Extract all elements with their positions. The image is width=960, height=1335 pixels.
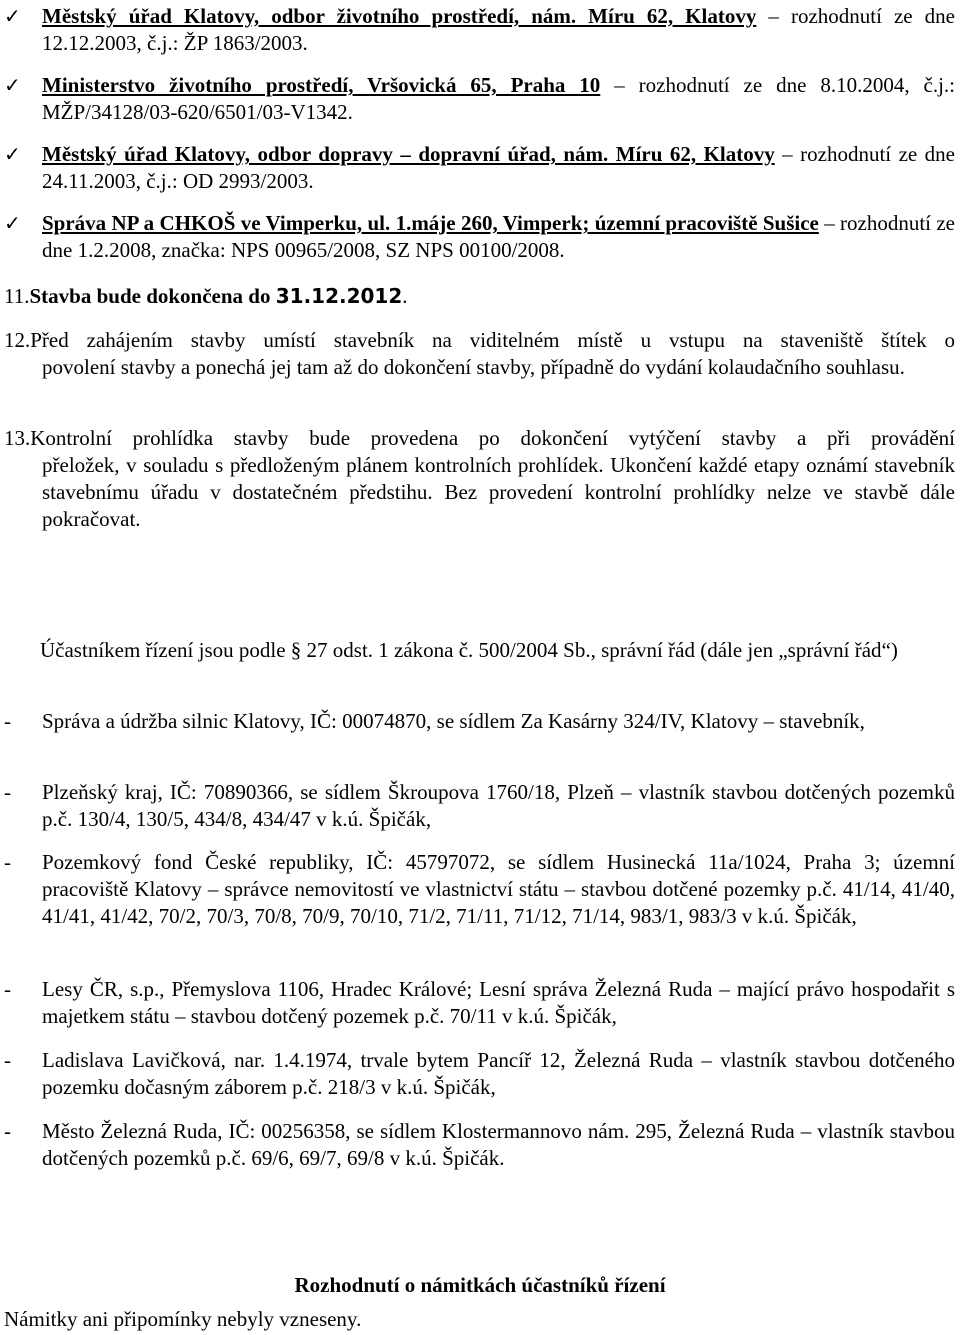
dash-marker: - [4, 780, 11, 804]
condition-number: 11. [4, 284, 30, 308]
condition-text-first: Před zahájením stavby umístí stavebník na viditelném místě u vstupu na staveniště štítek o [30, 328, 955, 352]
party-6 [4, 1118, 955, 1172]
party-2 [4, 779, 955, 833]
dash-marker: - [4, 1048, 11, 1072]
checkmark-icon: ✓ [4, 142, 21, 166]
checkmark-icon: ✓ [4, 4, 21, 28]
authority-name: Městský úřad Klatovy, odbor dopravy – dopravní úřad, nám. Míru 62, Klatovy [42, 142, 775, 166]
dash-marker: - [4, 1119, 11, 1143]
party-text: Ladislava Lavičková, nar. 1.4.1974, trvale bytem Pancíř 12, Železná Ruda – vlastník stavbou dotčeného pozemku dočasným záborem p.č. 218/3 v k.ú. Špičák, [42, 1048, 955, 1099]
checkmark-icon: ✓ [4, 73, 21, 97]
party-5 [4, 1047, 955, 1101]
authority-item-1 [4, 3, 955, 57]
authority-item-3 [4, 141, 955, 195]
party-text: Lesy ČR, s.p., Přemyslova 1106, Hradec Králové; Lesní správa Železná Ruda – mající právo hospodařit s majetkem státu – stavbou dotčený pozemek p.č. 70/11 v k.ú. Špičák, [42, 977, 955, 1028]
condition-text: Stavba bude dokončena do [29, 284, 276, 308]
party-4 [4, 976, 955, 1030]
checkmark-icon: ✓ [4, 211, 21, 235]
condition-13 [4, 425, 955, 533]
condition-number: 12. [4, 328, 31, 352]
party-text: Správa a údržba silnic Klatovy, IČ: 00074870, se sídlem Za Kasárny 324/IV, Klatovy – stavebník, [42, 709, 865, 733]
authority-item-2 [4, 72, 955, 126]
authority-decision: – rozhodnutí ze dne 24.11.2003, č.j.: OD 2993/2003. [42, 142, 955, 193]
condition-end: . [402, 284, 408, 308]
condition-number: 13. [4, 426, 31, 450]
authority-decision: – rozhodnutí ze dne 12.12.2003, č.j.: ŽP 1863/2003. [42, 4, 955, 55]
no-objections-text: Námitky ani připomínky nebyly vzneseny. [4, 1307, 362, 1331]
party-text: Plzeňský kraj, IČ: 70890366, se sídlem Škroupova 1760/18, Plzeň – vlastník stavbou dotčených pozemků p.č. 130/4, 130/5, 434/8, 434/47 v k.ú. Špičák, [42, 780, 955, 831]
dash-marker: - [4, 709, 11, 733]
authority-name: Ministerstvo životního prostředí, Vršovická 65, Praha 10 [42, 73, 601, 97]
condition-text-cont: povolení stavby a ponechá jej tam až do dokončení stavby, případně do vydání kolaudačního souhlasu. [42, 355, 905, 379]
condition-text-cont: přeložek, v souladu s předloženým plánem kontrolních prohlídek. Ukončení každé etapy oznámí stavebník stavebnímu úřadu v dostatečném předstihu. Bez provedení kontrolní prohlídky nelze ve stavbě dále pokračovat. [42, 453, 955, 531]
condition-text-first: Kontrolní prohlídka stavby bude provedena po dokončení vytýčení stavby a při provádění [30, 426, 955, 450]
authority-name: Správa NP a CHKOŠ ve Vimperku, ul. 1.máje 260, Vimperk; územní pracoviště Sušice [42, 211, 819, 235]
authority-name: Městský úřad Klatovy, odbor životního prostředí, nám. Míru 62, Klatovy [42, 4, 757, 28]
condition-12 [4, 327, 955, 381]
authority-decision: – rozhodnutí ze dne 1.2.2008, značka: NPS 00965/2008, SZ NPS 00100/2008. [42, 211, 955, 262]
authority-item-4 [4, 210, 955, 264]
completion-date: 31.12.2012 [275, 284, 403, 308]
party-text: Pozemkový fond České republiky, IČ: 45797072, se sídlem Husinecká 11a/1024, Praha 3; územní pracoviště Klatovy – správce nemovitostí ve vlastnictví státu – stavbou dotčené pozemky p.č. 41/14, 41/40, 41/41, 41/42, 70/2, 70/3, 70/8, 70/9, 70/10, 71/2, 71/11, 71/12, 71/14, 983/1, 983/3 v k.ú. Špičák, [42, 850, 955, 928]
authority-decision: – rozhodnutí ze dne 8.10.2004, č.j.: MŽP/34128/03-620/6501/03-V1342. [42, 73, 955, 124]
party-text: Město Železná Ruda, IČ: 00256358, se sídlem Klostermannovo nám. 295, Železná Ruda – vlastník stavbou dotčených pozemků p.č. 69/6, 69/7, 69/8 v k.ú. Špičák. [42, 1119, 955, 1170]
party-3 [4, 849, 955, 930]
party-1 [4, 708, 955, 735]
participants-intro: Účastníkem řízení jsou podle § 27 odst. 1 zákona č. 500/2004 Sb., správní řád (dále jen „správní řád“) [40, 638, 898, 662]
condition-11 [4, 283, 955, 310]
dash-marker: - [4, 977, 11, 1001]
decision-title: Rozhodnutí o námitkách účastníků řízení [294, 1273, 666, 1297]
dash-marker: - [4, 850, 11, 874]
